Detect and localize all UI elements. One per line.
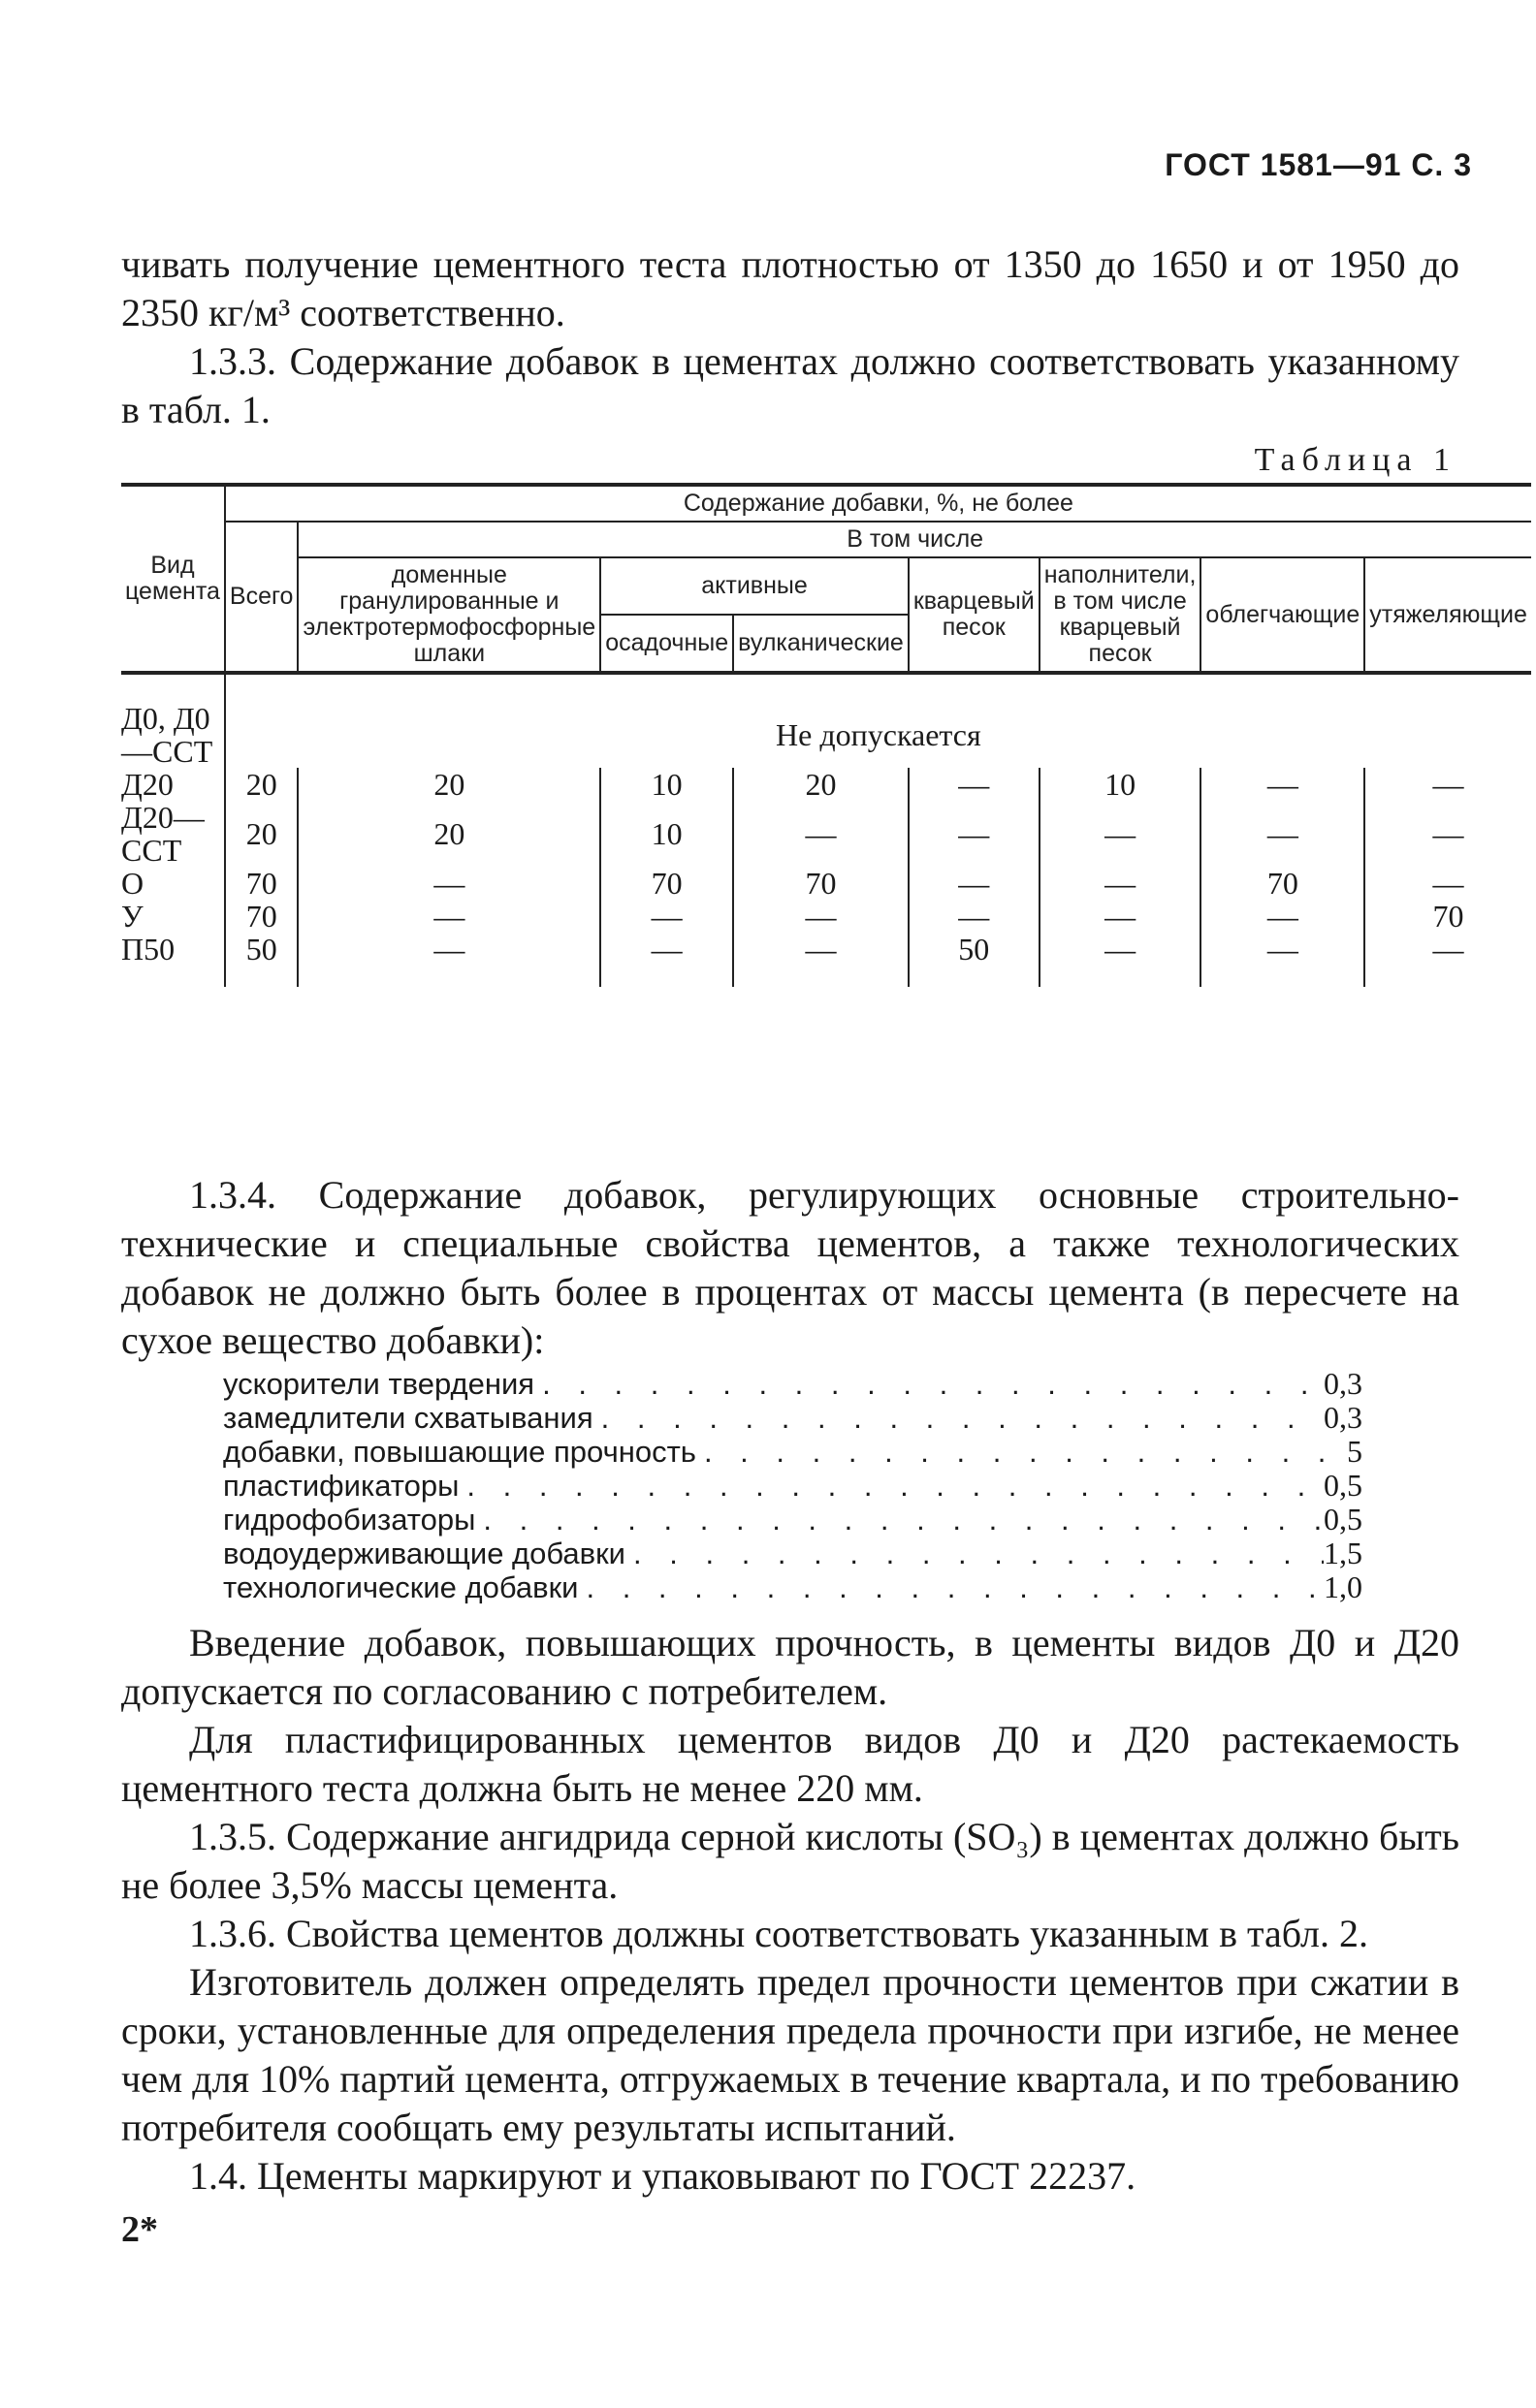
list-item-value: 5 [1347, 1434, 1362, 1469]
cell: — [909, 801, 1040, 867]
text-block-134 [121, 1171, 1459, 1365]
col-fillers: наполнители, в том числе кварцевый песок [1040, 557, 1201, 673]
paragraph-1-4: 1.4. Цементы маркируют и упаковывают по ГОСТ 22237. [189, 2154, 1136, 2198]
list-item [223, 1401, 1362, 1435]
col-slag: доменные гранулированные и электротермофосфорные шлаки [298, 557, 600, 673]
row-name: Д20—ССТ [121, 800, 205, 868]
col-quartz: кварцевый песок [909, 557, 1040, 673]
leader-dots [625, 1537, 1324, 1570]
list-item-value: 0,5 [1324, 1502, 1362, 1537]
row-name: О [121, 866, 144, 901]
cell: — [1364, 933, 1531, 987]
cell: 50 [909, 933, 1040, 987]
paragraph-1-3-6: 1.3.6. Свойства цементов должны соответствовать указанным в табл. 2. [189, 1912, 1369, 1955]
leader-dots [475, 1503, 1324, 1537]
additives-table [121, 483, 1531, 987]
list-item-value: 0,5 [1324, 1468, 1362, 1503]
cell: — [600, 900, 733, 933]
cell: — [1364, 768, 1531, 801]
col-total: Всего [225, 522, 299, 673]
table-row [121, 867, 1531, 900]
cell: 20 [733, 768, 909, 801]
list-item-label: водоудерживающие добавки [223, 1537, 626, 1570]
list-item [223, 1469, 1362, 1503]
row-note: Не допускается [225, 673, 1531, 768]
cell: — [909, 900, 1040, 933]
paragraph-1-3-5: 1.3.5. Содержание ангидрида серной кислоты (SO₃) в цементах должно быть не более 3,5% массы цемента. [121, 1815, 1459, 1907]
list-item-value: 0,3 [1324, 1366, 1362, 1401]
cell: 10 [600, 801, 733, 867]
col-weighting: утяжеляющие [1364, 557, 1531, 673]
col-including: В том числе [298, 522, 1530, 557]
table-row [121, 900, 1531, 933]
cell: 20 [298, 801, 600, 867]
cell: — [1200, 900, 1364, 933]
cell: 70 [225, 900, 299, 933]
cell: — [733, 801, 909, 867]
col-additive-content: Содержание добавки, %, не более [225, 485, 1531, 522]
cell: 50 [225, 933, 299, 987]
cell: — [600, 933, 733, 987]
col-cement-type: Вид цемента [121, 485, 225, 673]
cell: 70 [1200, 867, 1364, 900]
list-item [223, 1503, 1362, 1537]
cell: 70 [225, 867, 299, 900]
col-lightening: облегчающие [1200, 557, 1364, 673]
list-item [223, 1570, 1362, 1604]
cell: 20 [225, 768, 299, 801]
cell: — [733, 900, 909, 933]
cell: — [1364, 867, 1531, 900]
text-block-bottom [121, 1619, 1459, 2201]
cell: — [1040, 933, 1201, 987]
list-item-value: 0,3 [1324, 1400, 1362, 1435]
cell: 20 [298, 768, 600, 801]
cell: — [1040, 900, 1201, 933]
paragraph-manufacturer: Изготовитель должен определять предел прочности цементов при сжатии в сроки, установленные для определения предела прочности при изгибе, не менее чем для 10% партий цемента, отгружаемых в течение квартала, и по требованию потребителя сообщать ему результаты испытаний. [121, 1960, 1459, 2149]
list-item-label: гидрофобизаторы [223, 1503, 476, 1537]
row-name: У [121, 899, 144, 934]
paragraph-plasticized: Для пластифицированных цементов видов Д0 и Д20 растекаемость цементного теста должна быть не менее 220 мм. [121, 1718, 1459, 1810]
leader-dots [593, 1401, 1324, 1435]
cell: — [1200, 801, 1364, 867]
running-title: ГОСТ 1581—91 С. 3 [1165, 147, 1472, 182]
list-item-label: ускорители твердения [223, 1367, 535, 1401]
col-active: активные [600, 557, 909, 615]
cell: — [298, 900, 600, 933]
col-sedimentary: осадочные [600, 615, 733, 673]
col-volcanic: вулканические [733, 615, 909, 673]
table-row [121, 801, 1531, 867]
paragraph-1-3-4: 1.3.4. Содержание добавок, регулирующих основные строительно-технические и специальные свойства цементов, а также технологических добавок не должно быть более в процентах от массы цемента (в пересчете на сухое вещество добавки): [121, 1173, 1459, 1362]
additive-list [223, 1367, 1362, 1604]
cell: 70 [1364, 900, 1531, 933]
list-item-value: 1,5 [1324, 1536, 1362, 1570]
cell: — [1200, 768, 1364, 801]
paragraph-continuation: чивать получение цементного теста плотностью от 1350 до 1650 и от 1950 до 2350 кг/м³ соответственно. [121, 242, 1459, 334]
cell: 70 [600, 867, 733, 900]
cell: — [909, 768, 1040, 801]
row-name: Д20 [121, 767, 174, 802]
list-item [223, 1537, 1362, 1570]
list-item-label: добавки, повышающие прочность [223, 1435, 696, 1469]
cell: 20 [225, 801, 299, 867]
table-row [121, 673, 1531, 768]
cell: — [909, 867, 1040, 900]
table-row [121, 933, 1531, 987]
list-item-label: замедлители схватывания [223, 1401, 593, 1435]
cell: 70 [733, 867, 909, 900]
text-block-top [121, 240, 1459, 434]
table-caption: Таблица 1 [1254, 442, 1456, 478]
row-name: П50 [121, 932, 176, 966]
list-item-label: пластификаторы [223, 1469, 460, 1503]
leader-dots [578, 1570, 1324, 1604]
cell: — [1040, 867, 1201, 900]
list-item [223, 1435, 1362, 1469]
signature-mark: 2* [121, 2209, 158, 2250]
list-item-value: 1,0 [1324, 1569, 1362, 1604]
paragraph-strength-additives: Введение добавок, повышающих прочность, в цементы видов Д0 и Д20 допускается по согласованию с потребителем. [121, 1621, 1459, 1713]
paragraph-1-3-3: 1.3.3. Содержание добавок в цементах должно соответствовать указанному в табл. 1. [121, 339, 1459, 431]
cell: — [1364, 801, 1531, 867]
list-item [223, 1367, 1362, 1401]
row-name: Д0, Д0—ССТ [121, 701, 213, 769]
cell: — [1200, 933, 1364, 987]
cell: — [298, 867, 600, 900]
cell: — [733, 933, 909, 987]
cell: — [298, 933, 600, 987]
leader-dots [459, 1469, 1324, 1503]
list-item-label: технологические добавки [223, 1570, 579, 1604]
cell: 10 [1040, 768, 1201, 801]
table-row [121, 768, 1531, 801]
cell: — [1040, 801, 1201, 867]
leader-dots [534, 1367, 1324, 1401]
leader-dots [696, 1435, 1347, 1469]
cell: 10 [600, 768, 733, 801]
